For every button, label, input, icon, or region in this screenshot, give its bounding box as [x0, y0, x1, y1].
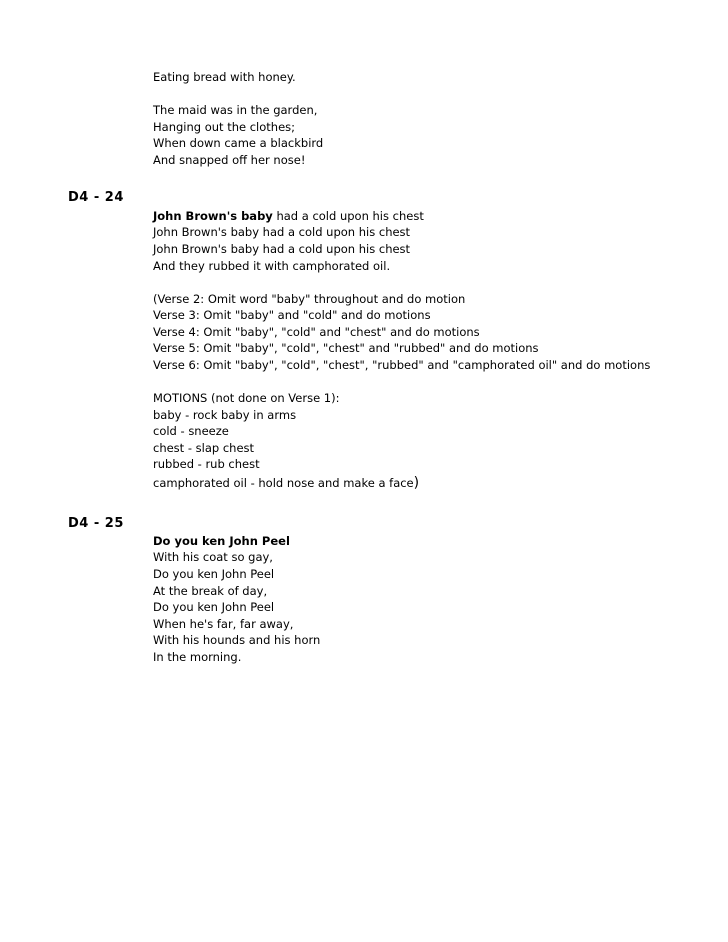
song-line: With his coat so gay,	[153, 550, 273, 564]
motion-item: chest - slap chest	[153, 441, 255, 455]
motion-item	[153, 476, 419, 490]
song-line: Do you ken John Peel	[153, 567, 275, 581]
closing-paren: )	[413, 475, 420, 491]
verse-note: Verse 6: Omit "baby", "cold", "chest", "rubbed" and "camphorated oil" and do motions	[153, 358, 651, 372]
song-line: In the morning.	[153, 650, 242, 664]
song-line: John Brown's baby had a cold upon his chest	[153, 242, 411, 256]
song-line: Do you ken John Peel	[153, 600, 275, 614]
intro-line: Eating bread with honey.	[153, 70, 296, 84]
verse-note: (Verse 2: Omit word "baby" throughout and do motion	[153, 292, 466, 306]
stanza-line: And snapped off her nose!	[153, 153, 306, 167]
song-line: When he's far, far away,	[153, 617, 294, 631]
section-heading-d4-25: D4 - 25	[68, 516, 124, 531]
stanza-line: The maid was in the garden,	[153, 103, 318, 117]
motion-item: rubbed - rub chest	[153, 457, 260, 471]
motion-item-text: camphorated oil - hold nose and make a face	[153, 476, 414, 490]
song-line: And they rubbed it with camphorated oil.	[153, 259, 391, 273]
stanza-line: When down came a blackbird	[153, 136, 324, 150]
song-title: Do you ken John Peel	[153, 534, 290, 548]
song-title: John Brown's baby	[153, 209, 273, 223]
motions-heading: MOTIONS (not done on Verse 1):	[153, 391, 340, 405]
stanza-line: Hanging out the clothes;	[153, 120, 296, 134]
motion-item: baby - rock baby in arms	[153, 408, 297, 422]
song-first-line-rest: had a cold upon his chest	[272, 209, 424, 223]
section-heading-d4-24: D4 - 24	[68, 190, 124, 205]
verse-note: Verse 3: Omit "baby" and "cold" and do motions	[153, 308, 431, 322]
verse-note: Verse 4: Omit "baby", "cold" and "chest" and do motions	[153, 325, 480, 339]
song-line: John Brown's baby had a cold upon his chest	[153, 225, 411, 239]
song-line: With his hounds and his horn	[153, 633, 321, 647]
verse-note: Verse 5: Omit "baby", "cold", "chest" and "rubbed" and do motions	[153, 341, 539, 355]
song-line: At the break of day,	[153, 584, 268, 598]
motion-item: cold - sneeze	[153, 424, 229, 438]
song-first-line	[153, 209, 424, 223]
